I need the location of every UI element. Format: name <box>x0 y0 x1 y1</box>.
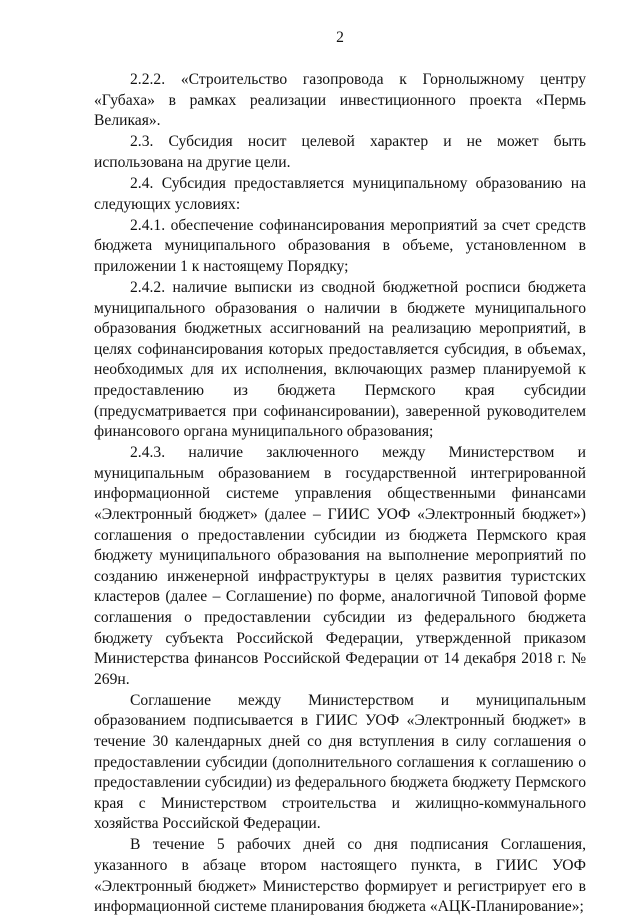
page-number: 2 <box>336 29 344 46</box>
paragraph-2-4-3: 2.4.3. наличие заключенного между Министерством и муниципальным образованием в государственной интегрированной информационной системе управления общественными финансами «Электронный бюджет» (далее – ГИИС УОФ «Электронный бюджет») соглашения о предоставлении субсидии из бюджета Пермского края бюджету муниципального образования на выполнение мероприятий по созданию инженерной инфраструктуры в целях развития туристских кластеров (далее – Соглашение) по форме, аналогичной Типовой форме соглашения о предоставлении субсидии из федерального бюджета бюджету субъекта Российской Федерации, утвержденной приказом Министерства финансов Российской Федерации от 14 декабря 2018 г. № 269н. <box>94 444 586 688</box>
paragraph-2-4-1: 2.4.1. обеспечение софинансирования мероприятий за счет средств бюджета муниципального образования в объеме, установленном в приложении 1 к настоящему Порядку; <box>94 216 586 275</box>
paragraph-2-3: 2.3. Субсидия носит целевой характер и не может быть использована на другие цели. <box>94 133 586 171</box>
paragraph-2-2-2: 2.2.2. «Строительство газопровода к Горнолыжному центру «Губаха» в рамках реализации инвестиционного проекта «Пермь Великая». <box>94 71 586 130</box>
paragraph-agreement-signing: Соглашение между Министерством и муниципальным образованием подписывается в ГИИС УОФ «Электронный бюджет» в течение 30 календарных дней со дня вступления в силу соглашения о предоставлении субсидии (дополнительного соглашения к соглашению о предоставлении субсидии) из федерального бюджета бюджету Пермского края с Министерством строительства и жилищно-коммунального хозяйства Российской Федерации. <box>94 691 586 833</box>
paragraph-agreement-registration: В течение 5 рабочих дней со дня подписания Соглашения, указанного в абзаце втором настоящего пункта, в ГИИС УОФ «Электронный бюджет» Министерство формирует и регистрирует его в информационной системе планирования бюджета «АЦК-Планирование»; <box>94 836 586 916</box>
document-page <box>94 28 586 918</box>
paragraph-2-4-2: 2.4.2. наличие выписки из сводной бюджетной росписи бюджета муниципального образования о наличии в бюджете муниципального образования бюджетных ассигнований на реализацию мероприятий, в целях софинансирования которых предоставляется субсидия, в объемах, необходимых для их исполнения, включающих размер планируемой к предоставлению из бюджета Пермского края субсидии (предусматривается при софинансировании), заверенной руководителем финансового органа муниципального образования; <box>94 278 586 441</box>
paragraph-2-4: 2.4. Субсидия предоставляется муниципальному образованию на следующих условиях: <box>94 174 586 213</box>
